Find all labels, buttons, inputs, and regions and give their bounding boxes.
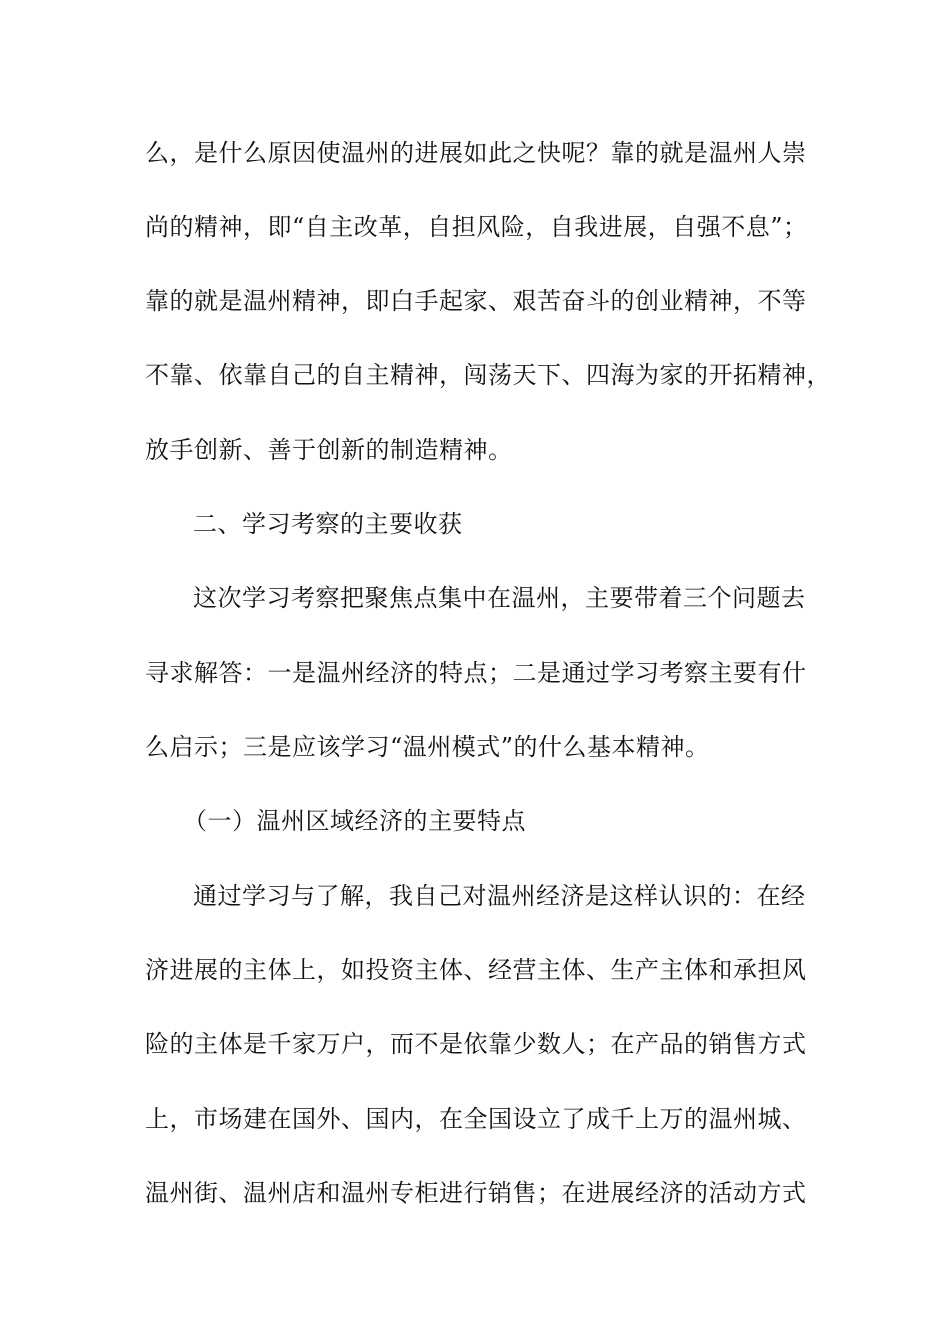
body-text-line: 不靠、依靠自己的自主精神，闯荡天下、四海为家的开拓精神，	[145, 361, 831, 389]
body-text-line: 温州街、温州店和温州专柜进行销售；在进展经济的活动方式	[145, 1179, 807, 1207]
body-text-line: 放手创新、善于创新的制造精神。	[145, 436, 513, 464]
body-text-line: 么，是什么原因使温州的进展如此之快呢？靠的就是温州人崇	[145, 139, 807, 167]
body-text-line: 通过学习与了解，我自己对温州经济是这样认识的：在经	[193, 882, 806, 910]
section-heading: 二、学习考察的主要收获	[193, 510, 463, 538]
body-text-line: 靠的就是温州精神，即白手起家、艰苦奋斗的创业精神，不等	[145, 287, 807, 315]
body-text-line: 这次学习考察把聚焦点集中在温州，主要带着三个问题去	[193, 584, 806, 612]
body-text-line: 尚的精神，即“自主改革，自担风险，自我进展，自强不息”；	[145, 213, 808, 241]
body-text-line: 上，市场建在国外、国内，在全国设立了成千上万的温州城、	[145, 1105, 807, 1133]
body-text-line: 寻求解答：一是温州经济的特点；二是通过学习考察主要有什	[145, 659, 807, 687]
body-text-line: 么启示；三是应该学习“温州模式”的什么基本精神。	[145, 733, 710, 761]
body-text-line: 险的主体是千家万户，而不是依靠少数人；在产品的销售方式	[145, 1030, 807, 1058]
body-text-line: 济进展的主体上，如投资主体、经营主体、生产主体和承担风	[145, 956, 807, 984]
subsection-heading: （一）温州区域经济的主要特点	[183, 807, 526, 835]
